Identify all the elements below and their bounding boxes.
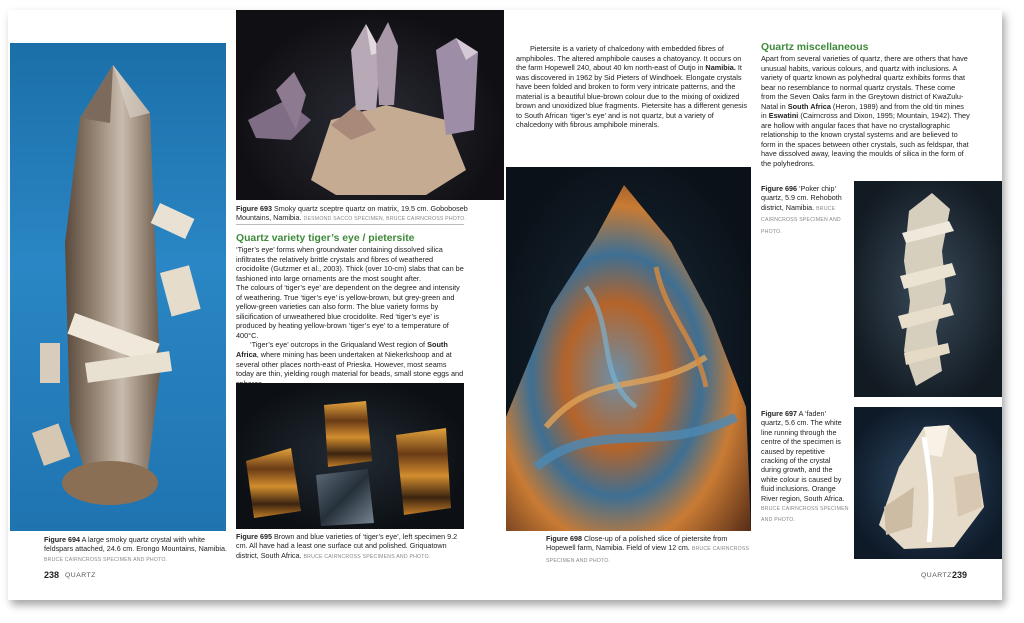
south-africa-bold-2: South Africa: [787, 101, 831, 111]
figure-696-photo: [854, 181, 1002, 397]
pietersite-section: [516, 44, 751, 130]
figure-698-caption: [546, 534, 751, 566]
tigers-eye-paragraph-3: [236, 340, 466, 388]
misc-text-b: (Heron, 1989) and from the old tin mines in: [761, 101, 964, 121]
south-africa-bold: South Africa: [236, 340, 448, 360]
tigers-eye-p3-start: ‘Tiger’s eye’ outcrops in the Griqualand West region of: [250, 340, 426, 350]
figure-693-credit: DESMOND SACCO SPECIMEN, BRUCE CAIRNCROSS PHOTO.: [303, 216, 467, 223]
pietersite-text-start: Pietersite is a variety of chalcedony with embedded fibres of amphiboles. The altered amphibole causes a chatoyancy. It occurs on the farm Hopewell 240, about 40 km north-east of Outjo in: [516, 44, 742, 73]
figure-696-text: ‘Poker chip’ quartz, 5.9 cm. Rehoboth district, Namibia.: [761, 184, 842, 212]
figure-698-text: Close-up of a polished slice of pietersite from Hopewell farm, Namibia. Field of view 12 cm.: [546, 534, 728, 553]
tigers-eye-p3-end: , where mining has been undertaken at Niekerkshoop and at several other places north-east of Prieska. However, most seams today are thin, yielding rough material for beads, small stone eggs and: [236, 350, 464, 379]
quartz-miscellaneous-heading: Quartz miscellaneous: [761, 42, 869, 53]
right-page-number: 239: [952, 570, 968, 580]
misc-text-a: Apart from several varieties of quartz, there are others that have unusual habits, various colours, and quartz with inclusions. A variety of quartz known as polyhedral quartz exhibits forms that bear no resemblance to normal quartz crystals. These come from the Seven Oaks farm in the Greytown district of KwaZulu-Natal in: [761, 54, 968, 111]
left-running-head: QUARTZ: [65, 572, 96, 579]
figure-693-text: Smoky quartz sceptre quartz on matrix, 19.5 cm. Goboboseb Mountains, Namibia.: [236, 204, 468, 223]
figure-697-credit: BRUCE CAIRNCROSS SPECIMEN AND PHOTO.: [761, 506, 849, 524]
eswatini-bold: Eswatini: [768, 111, 799, 121]
pietersite-slice-image: [506, 167, 751, 531]
figure-694-text: A large smoky quartz crystal with white feldspars attached, 24.6 cm. Erongo Mountains, Namibia.: [44, 535, 227, 554]
figure-695-caption: [236, 532, 468, 562]
figure-696-credit: BRUCE CAIRNCROSS SPECIMEN AND PHOTO.: [761, 205, 841, 235]
figure-695-credit: BRUCE CAIRNCROSS SPECIMENS AND PHOTO.: [303, 553, 431, 560]
figure-697-label: Figure 697: [761, 409, 797, 418]
pietersite-paragraph: [516, 44, 751, 130]
quartz-miscellaneous-paragraph: [761, 54, 971, 169]
tigers-eye-paragraph-2: The colours of ‘tiger’s eye’ are dependent on the degree and intensity of weathering. True ‘tiger’s eye’ is yellow-brown, but grey-green and yellow-green varieties can also form. The blue variety forms by silicification of unweathered blue crocidolite. Red ‘tiger’s eye’ is produced by heating yellow-brown ‘tiger’s eye’ to a temperature of 400°C.: [236, 283, 460, 340]
figure-693-caption: [236, 204, 501, 225]
caption-divider: [236, 224, 464, 225]
right-running-head: QUARTZ: [921, 572, 952, 579]
tigers-eye-section: [236, 233, 466, 388]
left-page-number: 238: [44, 570, 60, 580]
faden-quartz-image: [854, 407, 1002, 559]
book-spread: [8, 10, 1002, 600]
figure-694-caption: [44, 535, 234, 565]
figure-695-photo: [236, 383, 464, 529]
figure-697-photo: [854, 407, 1002, 559]
figure-694-photo: [10, 43, 226, 531]
figure-698-credit: BRUCE CAIRNCROSS SPECIMEN AND PHOTO.: [546, 546, 750, 564]
figure-697-caption: [761, 409, 849, 526]
pietersite-text-end: It was discovered in 1962 by Sid Pieters of Windhoek. Elongate crystals have been folded and broken to form very intricate patterns, and the material is a beautiful blue-brown colour due to the mixing of oxidized brown and unoxidized blue fragments. Pietersite has a different genesis to South African ‘tiger’s eye’ and is not quartz, but a variety of chalcedony with fibrous amphibole minerals.: [516, 63, 748, 130]
smoky-quartz-crystal-image: [10, 43, 226, 531]
figure-693-photo: [236, 10, 504, 200]
figure-694-credit: BRUCE CAIRNCROSS SPECIMEN AND PHOTO.: [44, 556, 168, 563]
misc-text-c: (Cairncross and Dixon, 1995; Mountain, 1942). They are hollow with angular faces that have no crystallographic relationship to the known crystal systems and are believed to form in the spaces between other crystals, such as feldspar, that have dissolved away, leaving the moulds of silica in the form of the polyhedrons.: [761, 111, 970, 169]
figure-695-label: Figure 695: [236, 532, 272, 541]
quartz-miscellaneous-section: [761, 42, 971, 169]
figure-696-caption: [761, 184, 849, 237]
tigers-eye-specimens-image: [236, 383, 464, 529]
figure-697-text: A ‘faden’ quartz, 5.6 cm. The white line running through the centre of the specimen is caused by repetitive cracking of the crystal during growth, and the white colour is caused by fluid inclusions. Orange River region, South Africa.: [761, 409, 845, 503]
tigers-eye-heading: Quartz variety tiger’s eye / pietersite: [236, 233, 415, 244]
namibia-bold: Namibia.: [705, 63, 736, 73]
figure-696-label: Figure 696: [761, 184, 797, 193]
figure-693-label: Figure 693: [236, 204, 272, 213]
figure-698-photo: [506, 167, 751, 531]
figure-698-label: Figure 698: [546, 534, 582, 543]
figure-695-text: Brown and blue varieties of ‘tiger’s eye’, left specimen 9.2 cm. All have had a least one surface cut and polished. Griquatown district, South Africa.: [236, 532, 458, 560]
figure-694-label: Figure 694: [44, 535, 80, 544]
sceptre-quartz-image: [236, 10, 504, 200]
poker-chip-quartz-image: [854, 181, 1002, 397]
tigers-eye-paragraph-1: ‘Tiger’s eye’ forms when groundwater containing dissolved silica infiltrates the relatively brittle crystals and fibres of weathered crocidolite (Gutzmer et al., 2003). Thick (over 10-cm) slabs that can be fashioned into large ornaments are the most sought after.: [236, 245, 464, 283]
